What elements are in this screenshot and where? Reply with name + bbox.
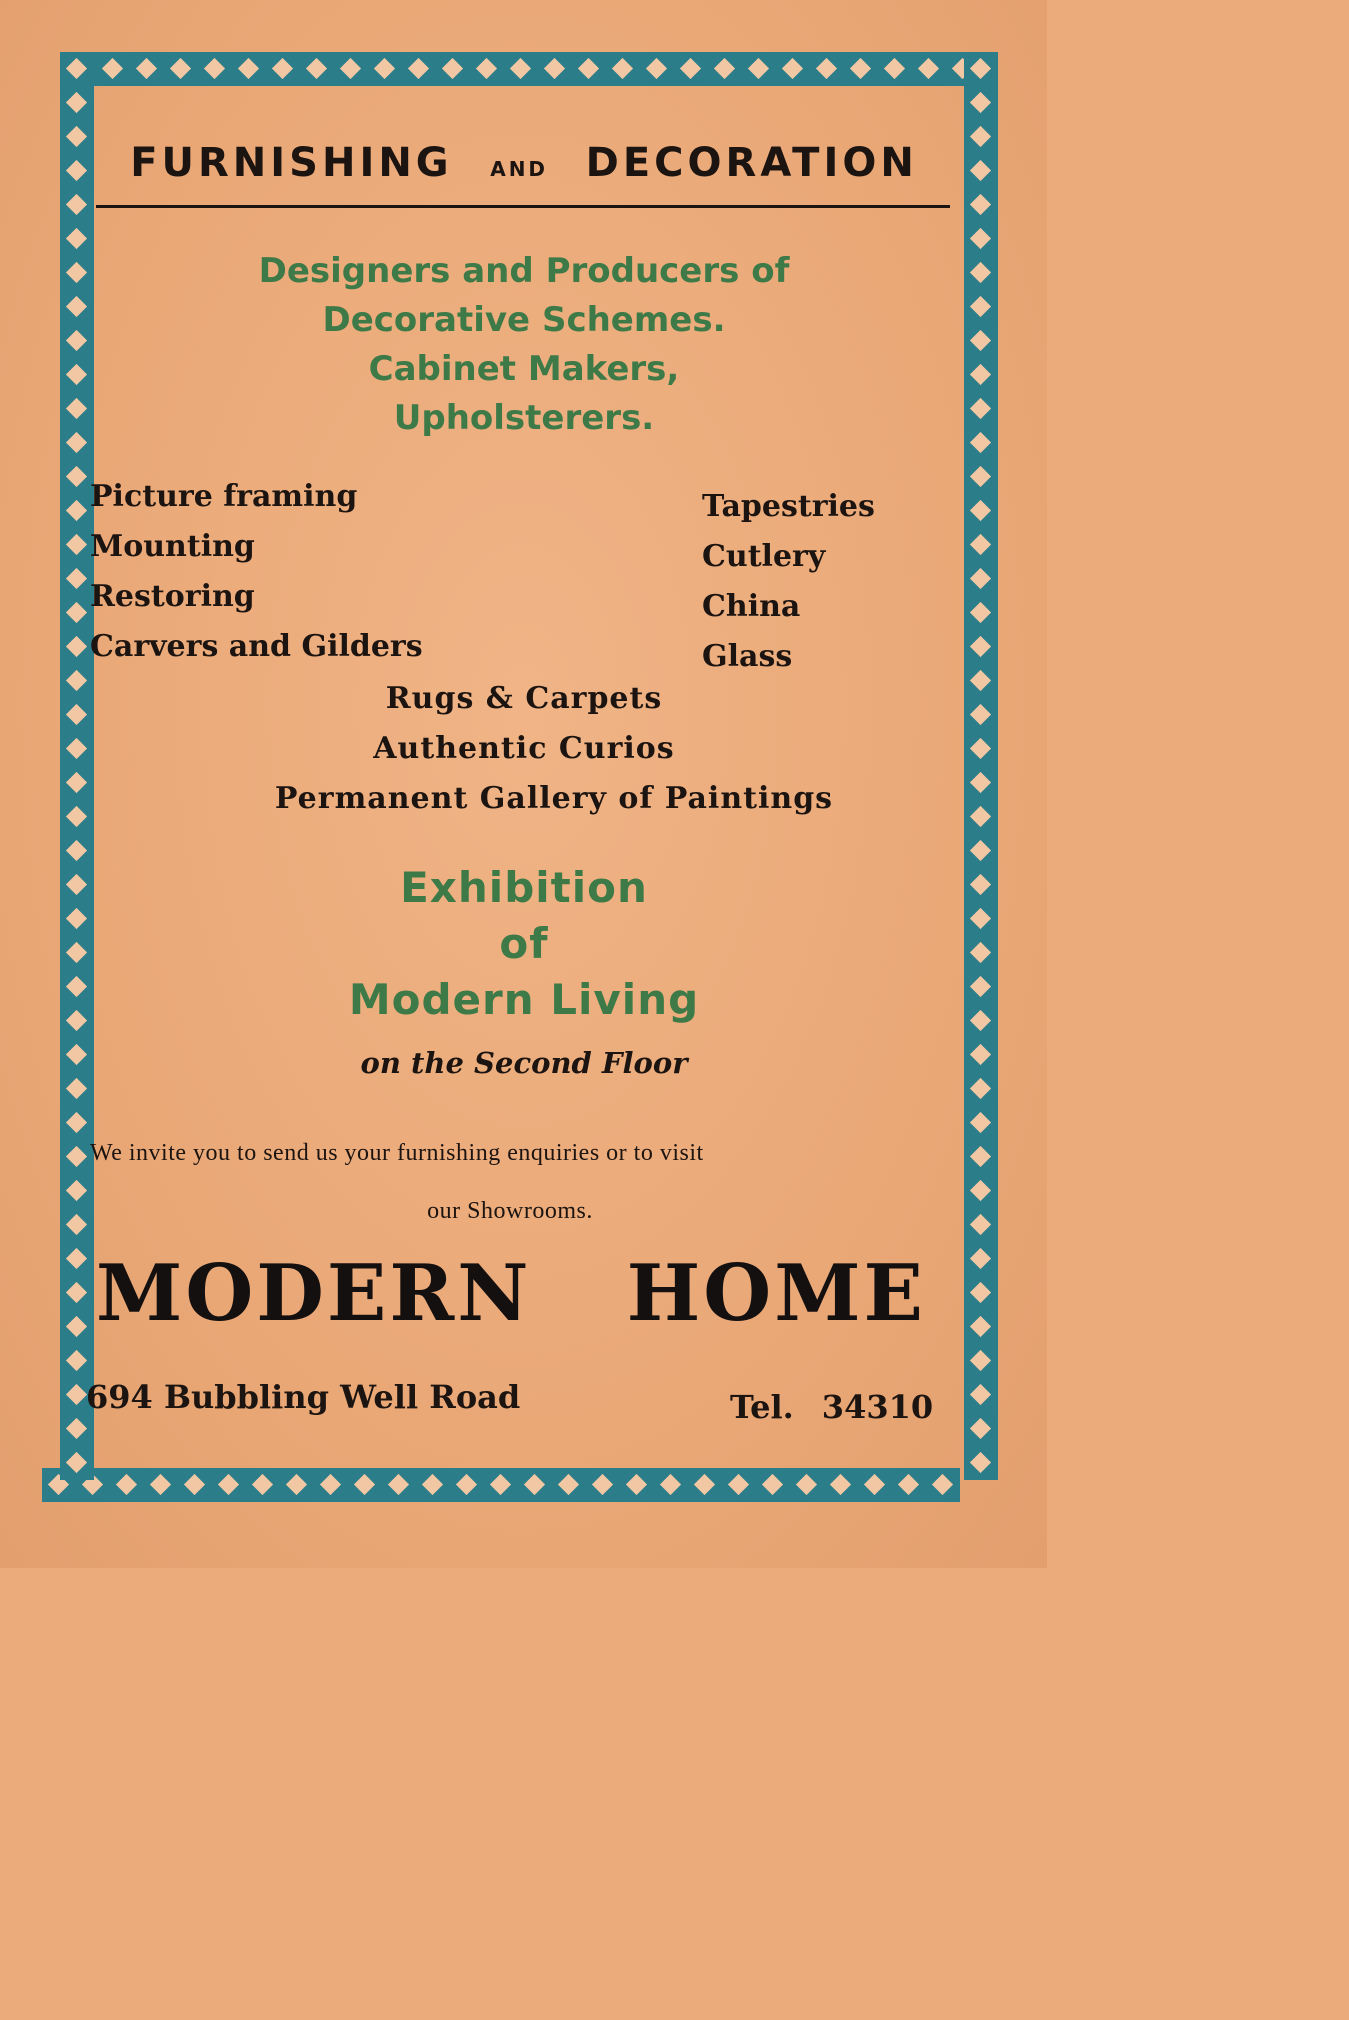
header-rule [96,205,950,208]
border-diamond-tile [60,766,94,800]
border-diamond-tile [164,52,198,86]
border-diamond-tile [756,1468,790,1502]
border-diamond-tile [964,868,998,902]
border-diamond-tile [368,52,402,86]
border-diamond-tile [60,426,94,460]
border-diamond-tile [964,1174,998,1208]
border-diamond-tile [964,732,998,766]
border-diamond-tile [470,52,504,86]
border-diamond-tile [964,1072,998,1106]
border-diamond-tile [586,1468,620,1502]
invitation-line: our Showrooms. [427,1198,593,1224]
services-center-list [98,674,950,824]
border-diamond-tile [60,834,94,868]
header-word-furnishing: FURNISHING [130,140,453,186]
border-diamond-tile [518,1468,552,1502]
border-diamond-tile [60,528,94,562]
border-diamond-tile [858,1468,892,1502]
border-diamond-tile [266,52,300,86]
border-diamond-tile [60,52,94,86]
border-diamond-tile [60,188,94,222]
border-diamond-tile [892,1468,926,1502]
border-diamond-tile [964,834,998,868]
border-diamond-tile [130,52,164,86]
border-diamond-tile [964,392,998,426]
border-diamond-tile [60,86,94,120]
border-diamond-tile [964,494,998,528]
border-diamond-tile [60,256,94,290]
tagline-line: Upholsterers. [393,398,655,438]
service-item: Cutlery [702,539,826,574]
border-diamond-tile [60,1106,94,1140]
border-diamond-tile [60,936,94,970]
border-diamond-tile [60,698,94,732]
border-diamond-tile [964,664,998,698]
address: 694 Bubbling Well Road [86,1378,521,1416]
exhibition-line: Exhibition [400,863,648,912]
telephone-number: 34310 [821,1388,934,1426]
tagline-line: Designers and Producers of [258,251,790,291]
border-diamond-tile [334,52,368,86]
border-diamond-tile [60,1004,94,1038]
border-diamond-tile [60,154,94,188]
border-diamond-tile [926,1468,960,1502]
border-diamond-tile [60,1310,94,1344]
border-diamond-tile [504,52,538,86]
service-item: Permanent Gallery of Paintings [274,781,834,816]
header-connector: AND [490,157,549,181]
border-diamond-tile [314,1468,348,1502]
border-diamond-tile [964,460,998,494]
service-item: Restoring [90,579,255,614]
border-diamond-tile [436,52,470,86]
exhibition-location: on the Second Floor [360,1046,688,1080]
border-diamond-tile [232,52,266,86]
border-diamond-tile [60,1072,94,1106]
border-diamond-tile [964,1310,998,1344]
border-diamond-tile [964,426,998,460]
service-item: Tapestries [702,489,875,524]
tagline-line: Decorative Schemes. [322,300,726,340]
border-diamond-tile [964,630,998,664]
border-diamond-tile [964,1242,998,1276]
border-diamond-tile [348,1468,382,1502]
border-diamond-tile [964,1378,998,1412]
service-item: Glass [702,639,793,674]
tagline [98,247,950,443]
border-diamond-tile [824,1468,858,1502]
decorative-border-left [60,52,92,1502]
border-diamond-tile [964,970,998,1004]
invitation-text [90,1124,930,1240]
border-diamond-tile [60,1208,94,1242]
border-diamond-tile [60,596,94,630]
border-diamond-tile [300,52,334,86]
tagline-line: Cabinet Makers, [368,349,680,389]
border-diamond-tile [964,1106,998,1140]
border-diamond-tile [60,664,94,698]
invitation-line: We invite you to send us your furnishing enquiries or to visit [90,1140,704,1166]
services-left-list [90,472,423,672]
border-diamond-tile [964,358,998,392]
border-diamond-tile [964,562,998,596]
service-item: China [702,589,801,624]
telephone [730,1388,933,1426]
border-diamond-tile [964,1140,998,1174]
border-diamond-tile [60,1140,94,1174]
border-diamond-tile [964,596,998,630]
decorative-border-right [964,52,996,1502]
border-diamond-tile [964,766,998,800]
border-diamond-tile [606,52,640,86]
border-diamond-tile [60,460,94,494]
page-header [98,140,950,186]
border-diamond-tile [964,1004,998,1038]
border-diamond-tile [572,52,606,86]
border-diamond-tile [708,52,742,86]
border-diamond-tile [60,732,94,766]
header-word-decoration: DECORATION [585,140,918,186]
border-diamond-tile [60,800,94,834]
border-diamond-tile [964,528,998,562]
border-diamond-tile [964,52,998,86]
border-diamond-tile [60,1276,94,1310]
border-diamond-tile [964,902,998,936]
border-diamond-tile [620,1468,654,1502]
exhibition-line: Modern Living [348,975,700,1024]
border-diamond-tile [212,1468,246,1502]
border-diamond-tile [964,256,998,290]
border-diamond-tile [964,1208,998,1242]
border-diamond-tile [178,1468,212,1502]
border-diamond-tile [280,1468,314,1502]
border-diamond-tile [810,52,844,86]
border-diamond-tile [60,562,94,596]
border-diamond-tile [964,154,998,188]
border-diamond-tile [964,120,998,154]
border-diamond-tile [382,1468,416,1502]
border-diamond-tile [964,86,998,120]
exhibition-heading [98,860,950,1028]
border-diamond-tile [964,1344,998,1378]
border-diamond-tile [674,52,708,86]
border-diamond-tile [60,1344,94,1378]
service-item: Rugs & Carpets [385,681,663,716]
border-diamond-tile [964,1412,998,1446]
border-diamond-tile [964,698,998,732]
brand-word-modern: MODERN [96,1248,532,1339]
border-diamond-tile [60,392,94,426]
border-diamond-tile [60,1412,94,1446]
border-diamond-tile [144,1468,178,1502]
services-right-list [702,482,875,682]
service-item: Authentic Curios [373,731,675,766]
border-diamond-tile [110,1468,144,1502]
decorative-border-top [62,52,998,86]
border-diamond-tile [964,222,998,256]
border-diamond-tile [416,1468,450,1502]
service-item: Carvers and Gilders [90,629,423,664]
border-diamond-tile [60,494,94,528]
border-diamond-tile [790,1468,824,1502]
border-diamond-tile [60,290,94,324]
border-diamond-tile [964,188,998,222]
border-diamond-tile [60,1242,94,1276]
border-diamond-tile [688,1468,722,1502]
border-diamond-tile [964,936,998,970]
border-diamond-tile [878,52,912,86]
border-diamond-tile [776,52,810,86]
border-diamond-tile [964,1446,998,1480]
border-diamond-tile [60,970,94,1004]
exhibition-line: of [499,919,549,968]
border-diamond-tile [96,52,130,86]
border-diamond-tile [60,324,94,358]
border-diamond-tile [964,324,998,358]
border-diamond-tile [552,1468,586,1502]
border-diamond-tile [964,1038,998,1072]
border-diamond-tile [60,1446,94,1480]
brand-word-home: HOME [626,1248,926,1339]
border-diamond-tile [402,52,436,86]
border-diamond-tile [640,52,674,86]
border-diamond-tile [60,902,94,936]
border-diamond-tile [246,1468,280,1502]
border-diamond-tile [60,120,94,154]
border-diamond-tile [742,52,776,86]
border-diamond-tile [198,52,232,86]
border-diamond-tile [60,222,94,256]
border-diamond-tile [450,1468,484,1502]
brand-name [96,1248,926,1339]
border-diamond-tile [538,52,572,86]
border-diamond-tile [60,1174,94,1208]
border-diamond-tile [654,1468,688,1502]
border-diamond-tile [722,1468,756,1502]
border-diamond-tile [964,290,998,324]
border-diamond-tile [60,358,94,392]
service-item: Picture framing [90,479,358,514]
border-diamond-tile [60,630,94,664]
service-item: Mounting [90,529,255,564]
border-diamond-tile [912,52,946,86]
border-diamond-tile [60,1038,94,1072]
decorative-border-bottom [42,1468,978,1502]
border-diamond-tile [60,868,94,902]
border-diamond-tile [964,800,998,834]
border-diamond-tile [844,52,878,86]
border-diamond-tile [964,1276,998,1310]
telephone-label: Tel. [730,1388,794,1426]
border-diamond-tile [484,1468,518,1502]
